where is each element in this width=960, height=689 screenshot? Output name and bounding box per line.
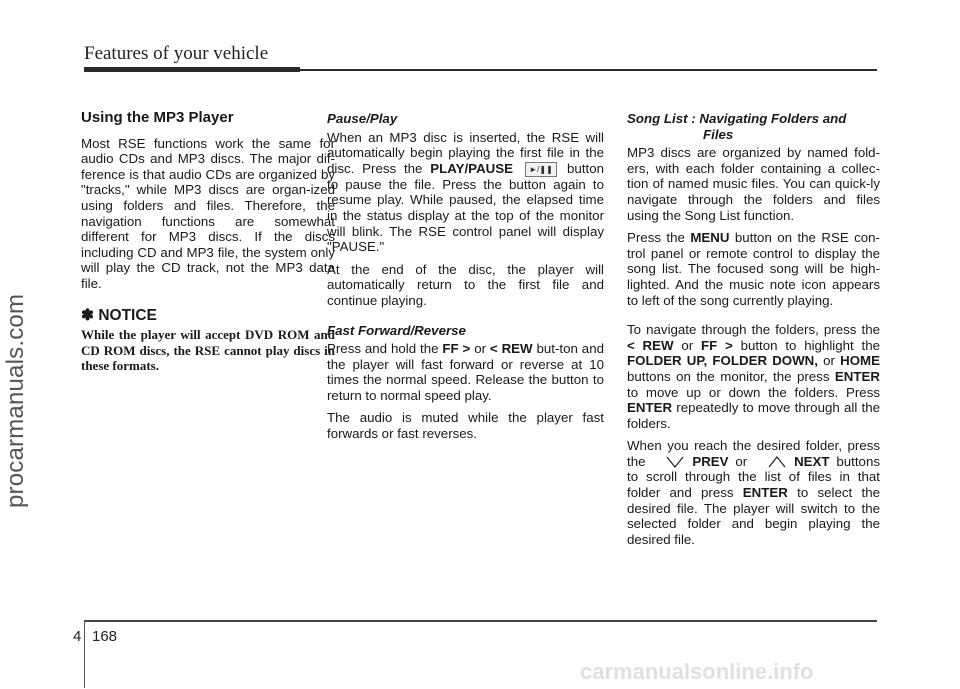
pause-play-heading: Pause/Play: [327, 111, 398, 126]
rew-key: < REW: [489, 341, 533, 357]
section-number: 4: [73, 628, 82, 645]
muted-paragraph: The audio is muted while the player fast forwards or fast reverses.: [327, 410, 604, 442]
menu-paragraph: Press the MENU button on the RSE con-trol panel or remote control to display the song list. The focused song will be high-lighted. And the music note icon appears to left of the song currently playing.: [627, 230, 880, 308]
ff-key: FF >: [442, 341, 471, 357]
chevron-down-icon: [666, 456, 684, 468]
notice-label: NOTICE: [98, 306, 157, 324]
footer-divider: [84, 620, 85, 688]
pause-play-paragraph: When an MP3 disc is inserted, the RSE will automatically begin playing the first file in the disc. Press the PLAY/PAUSE ►/❚❚ button to pause the file. Press the button again to resume play. While paused, the elapsed time in the status display at the top of the monitor will blink. The RSE control panel will display "PAUSE.": [327, 129, 604, 255]
header-rule-thin: [300, 69, 877, 71]
header-rule-thick: [84, 67, 300, 72]
song-list-intro: MP3 discs are organized by named fold-ers, with each folder containing a collec-tion of named music files. You can quick-ly navigate through the folders and files using the Song List function.: [627, 145, 880, 223]
prev-key: PREV: [692, 453, 729, 469]
footer-rule: [84, 620, 877, 622]
page-number: 168: [92, 628, 118, 645]
song-list-heading: Song List : Navigating Folders and Files: [627, 111, 847, 142]
mp3-intro-paragraph: Most RSE functions work the same for audio CDs and MP3 discs. The major dif-ference is that audio CDs are organized by "tracks," while MP3 discs are organ-ized using folders and files. Therefore, the navigation functions are somewhat different for MP3 discs. If the discs including CD and MP3 file, the system only will play the CD track, not the MP3 data file.: [81, 135, 335, 291]
notice-star-icon: ✽: [81, 306, 94, 324]
fast-forward-paragraph: Press and hold the FF > or < REW but-ton and the player will fast forward or reverse at 10 times the normal speed. Release the button to return to normal speed play.: [327, 341, 604, 403]
next-key: NEXT: [794, 453, 830, 469]
notice-heading: [81, 308, 335, 324]
chevron-up-icon: [768, 456, 786, 468]
fast-forward-heading: Fast Forward/Reverse: [327, 322, 466, 338]
file-selection-paragraph: When you reach the desired folder, press the PREV or NEXT buttons to scroll through the list of files in that folder and press ENTER to select the desired file. The player will switch to the selected folder and begin playing the desired file.: [627, 438, 880, 547]
play-pause-key: PLAY/PAUSE: [430, 160, 514, 176]
folder-navigation-paragraph: To navigate through the folders, press the < REW or FF > button to highlight the FOLDER UP, FOLDER DOWN, or HOME buttons on the monitor, the press ENTER to move up or down the folders. Press ENTER repeatedly to move through all the folders.: [627, 322, 880, 431]
menu-key: MENU: [690, 230, 730, 246]
section-heading-mp3: Using the MP3 Player: [81, 109, 234, 126]
bottom-watermark: carmanualsonline.info: [580, 659, 814, 684]
notice-body: While the player will accept DVD ROM and CD ROM discs, the RSE cannot play discs in these formats.: [81, 327, 335, 374]
page-header-title: Features of your vehicle: [84, 43, 269, 64]
column-left: [81, 110, 335, 374]
play-pause-button-icon: ►/❚❚: [525, 162, 557, 177]
end-of-disc-paragraph: At the end of the disc, the player will automatically return to the first file and continue playing.: [327, 261, 604, 308]
column-right: [627, 110, 880, 554]
side-watermark: procarmanuals.com: [2, 293, 29, 508]
column-middle: [327, 110, 604, 449]
